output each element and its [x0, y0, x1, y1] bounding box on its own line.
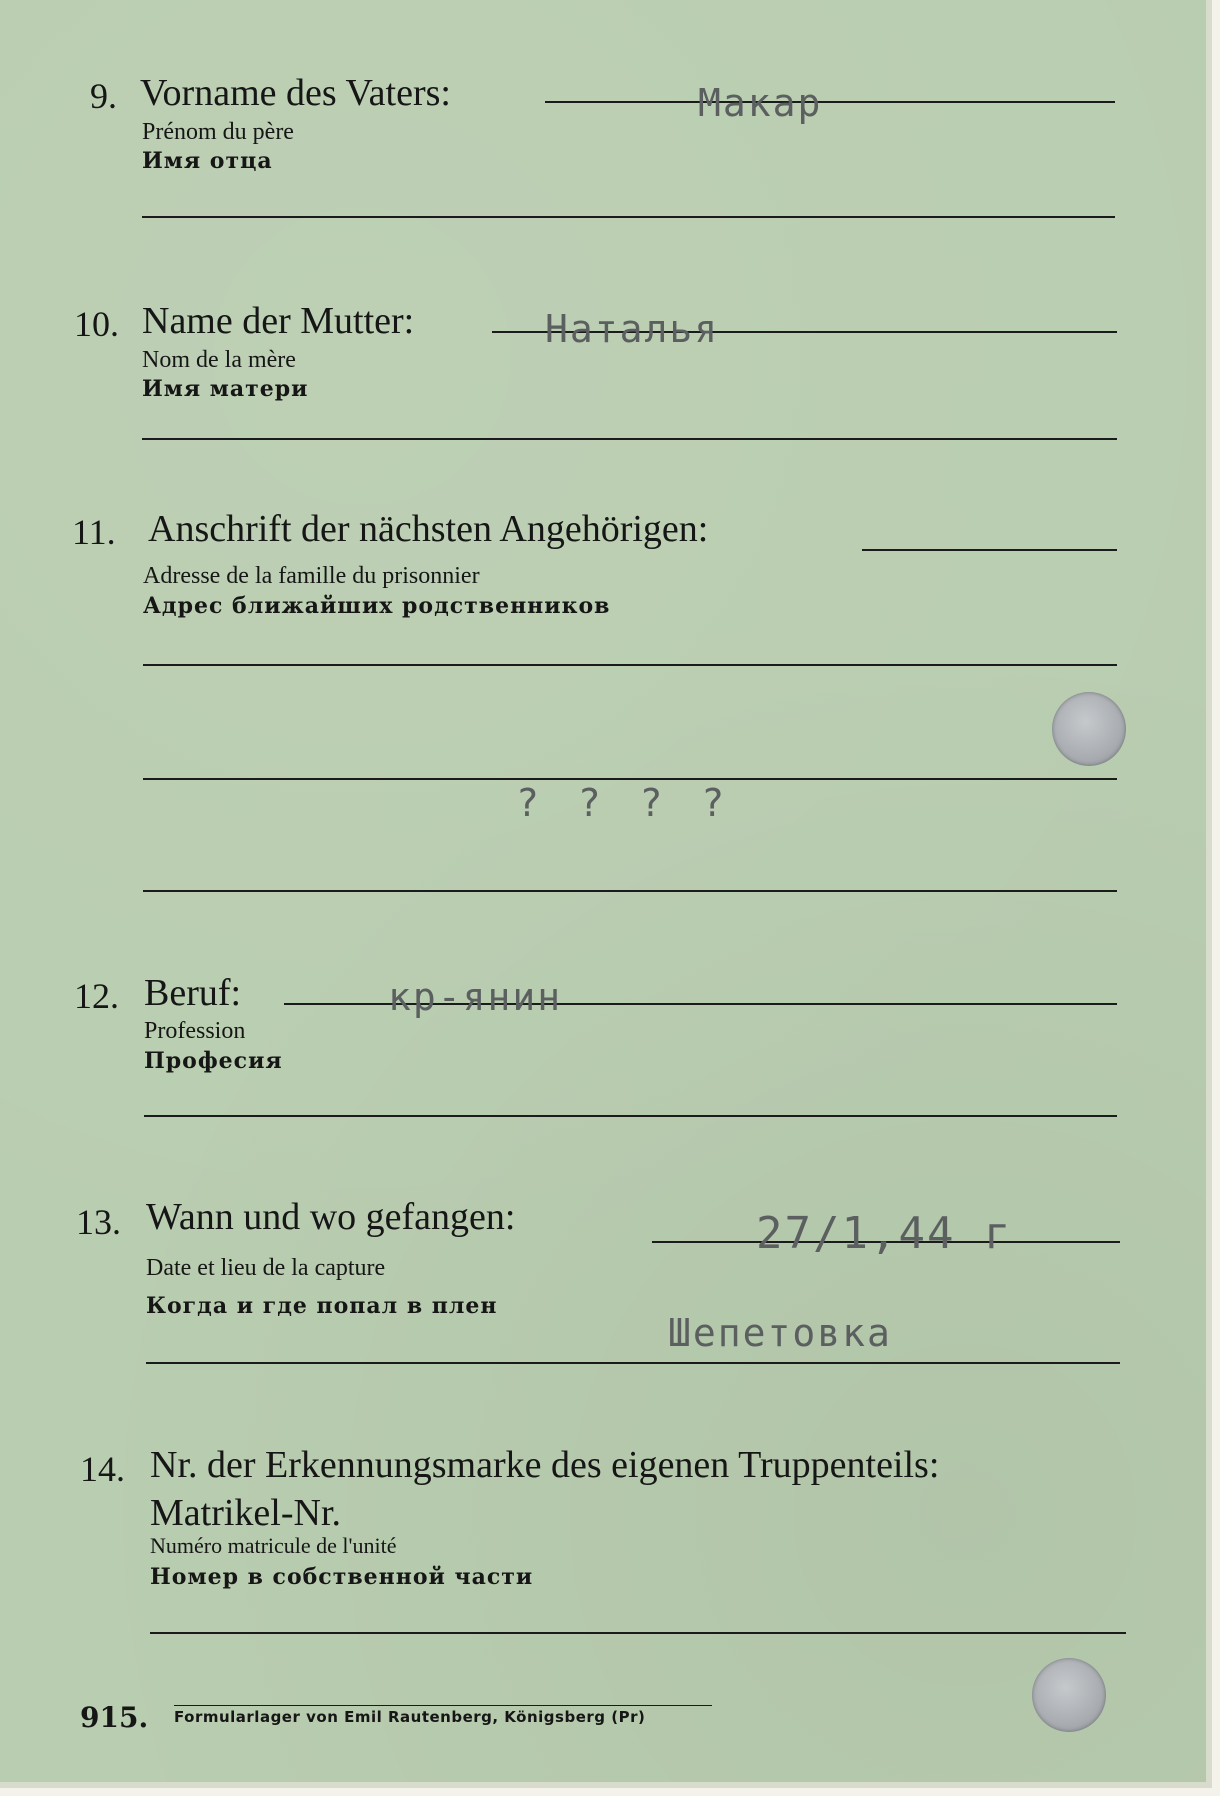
field-11-line-1 [862, 549, 1117, 551]
field-13-label-de: Wann und wo gefangen: [146, 1196, 516, 1238]
field-10-value: Наталья [545, 307, 720, 351]
field-9-value: Макар [698, 81, 823, 125]
field-14-number: 14. [80, 1449, 125, 1489]
punch-hole-lower [1032, 1658, 1106, 1732]
field-11-line-2 [143, 664, 1117, 666]
field-11-line-3 [143, 778, 1117, 780]
field-10-label-ru: Имя матери [142, 376, 309, 402]
field-10-number: 10. [74, 304, 119, 344]
field-9-line-2 [142, 216, 1115, 218]
field-10-label-fr: Nom de la mère [142, 347, 296, 373]
field-11-label-fr: Adresse de la famille du prisonnier [143, 563, 480, 589]
field-9-line-1 [545, 101, 1115, 103]
field-14-label-de: Nr. der Erkennungsmarke des eigenen Truppenteils: [150, 1444, 940, 1486]
field-13-number: 13. [76, 1202, 121, 1242]
footer-rule [174, 1705, 712, 1706]
field-13-label-ru: Когда и где попал в плен [146, 1293, 498, 1319]
printer-imprint: Formularlager von Emil Rautenberg, Königsberg (Pr) [174, 1708, 646, 1726]
field-12-number: 12. [74, 976, 119, 1016]
field-14-line [150, 1632, 1126, 1634]
field-11-line-4 [143, 890, 1117, 892]
field-9-label-fr: Prénom du père [142, 119, 294, 145]
field-12-line-2 [144, 1115, 1117, 1117]
field-11-label-de: Anschrift der nächsten Angehörigen: [148, 508, 709, 550]
field-9-number: 9. [90, 76, 117, 116]
field-9-label-ru: Имя отца [142, 148, 273, 174]
field-14-label-fr: Numéro matricule de l'unité [150, 1533, 397, 1558]
field-13-place-value: Шепетовка [668, 1311, 892, 1355]
field-12-value: кр-янин [388, 975, 563, 1019]
field-14-label-de-2: Matrikel-Nr. [150, 1492, 342, 1534]
field-13-date-value: 27/1,44 г [756, 1208, 1013, 1259]
field-9-label-de: Vorname des Vaters: [140, 72, 451, 114]
form-number: 915. [80, 1701, 149, 1734]
field-11-value: ? ? ? ? [516, 781, 733, 825]
field-12-label-fr: Profession [144, 1018, 246, 1044]
field-11-number: 11. [72, 512, 116, 552]
field-10-line-2 [142, 438, 1117, 440]
field-14-label-ru: Номер в собственной части [150, 1564, 534, 1590]
punch-hole-upper [1052, 692, 1126, 766]
field-11-label-ru: Адрес ближайших родственников [143, 593, 611, 619]
field-12-label-ru: Професия [144, 1048, 283, 1074]
field-10-label-de: Name der Mutter: [142, 300, 415, 342]
field-13-label-fr: Date et lieu de la capture [146, 1255, 386, 1281]
field-12-label-de: Beruf: [144, 972, 242, 1014]
field-13-line-2 [146, 1362, 1120, 1364]
